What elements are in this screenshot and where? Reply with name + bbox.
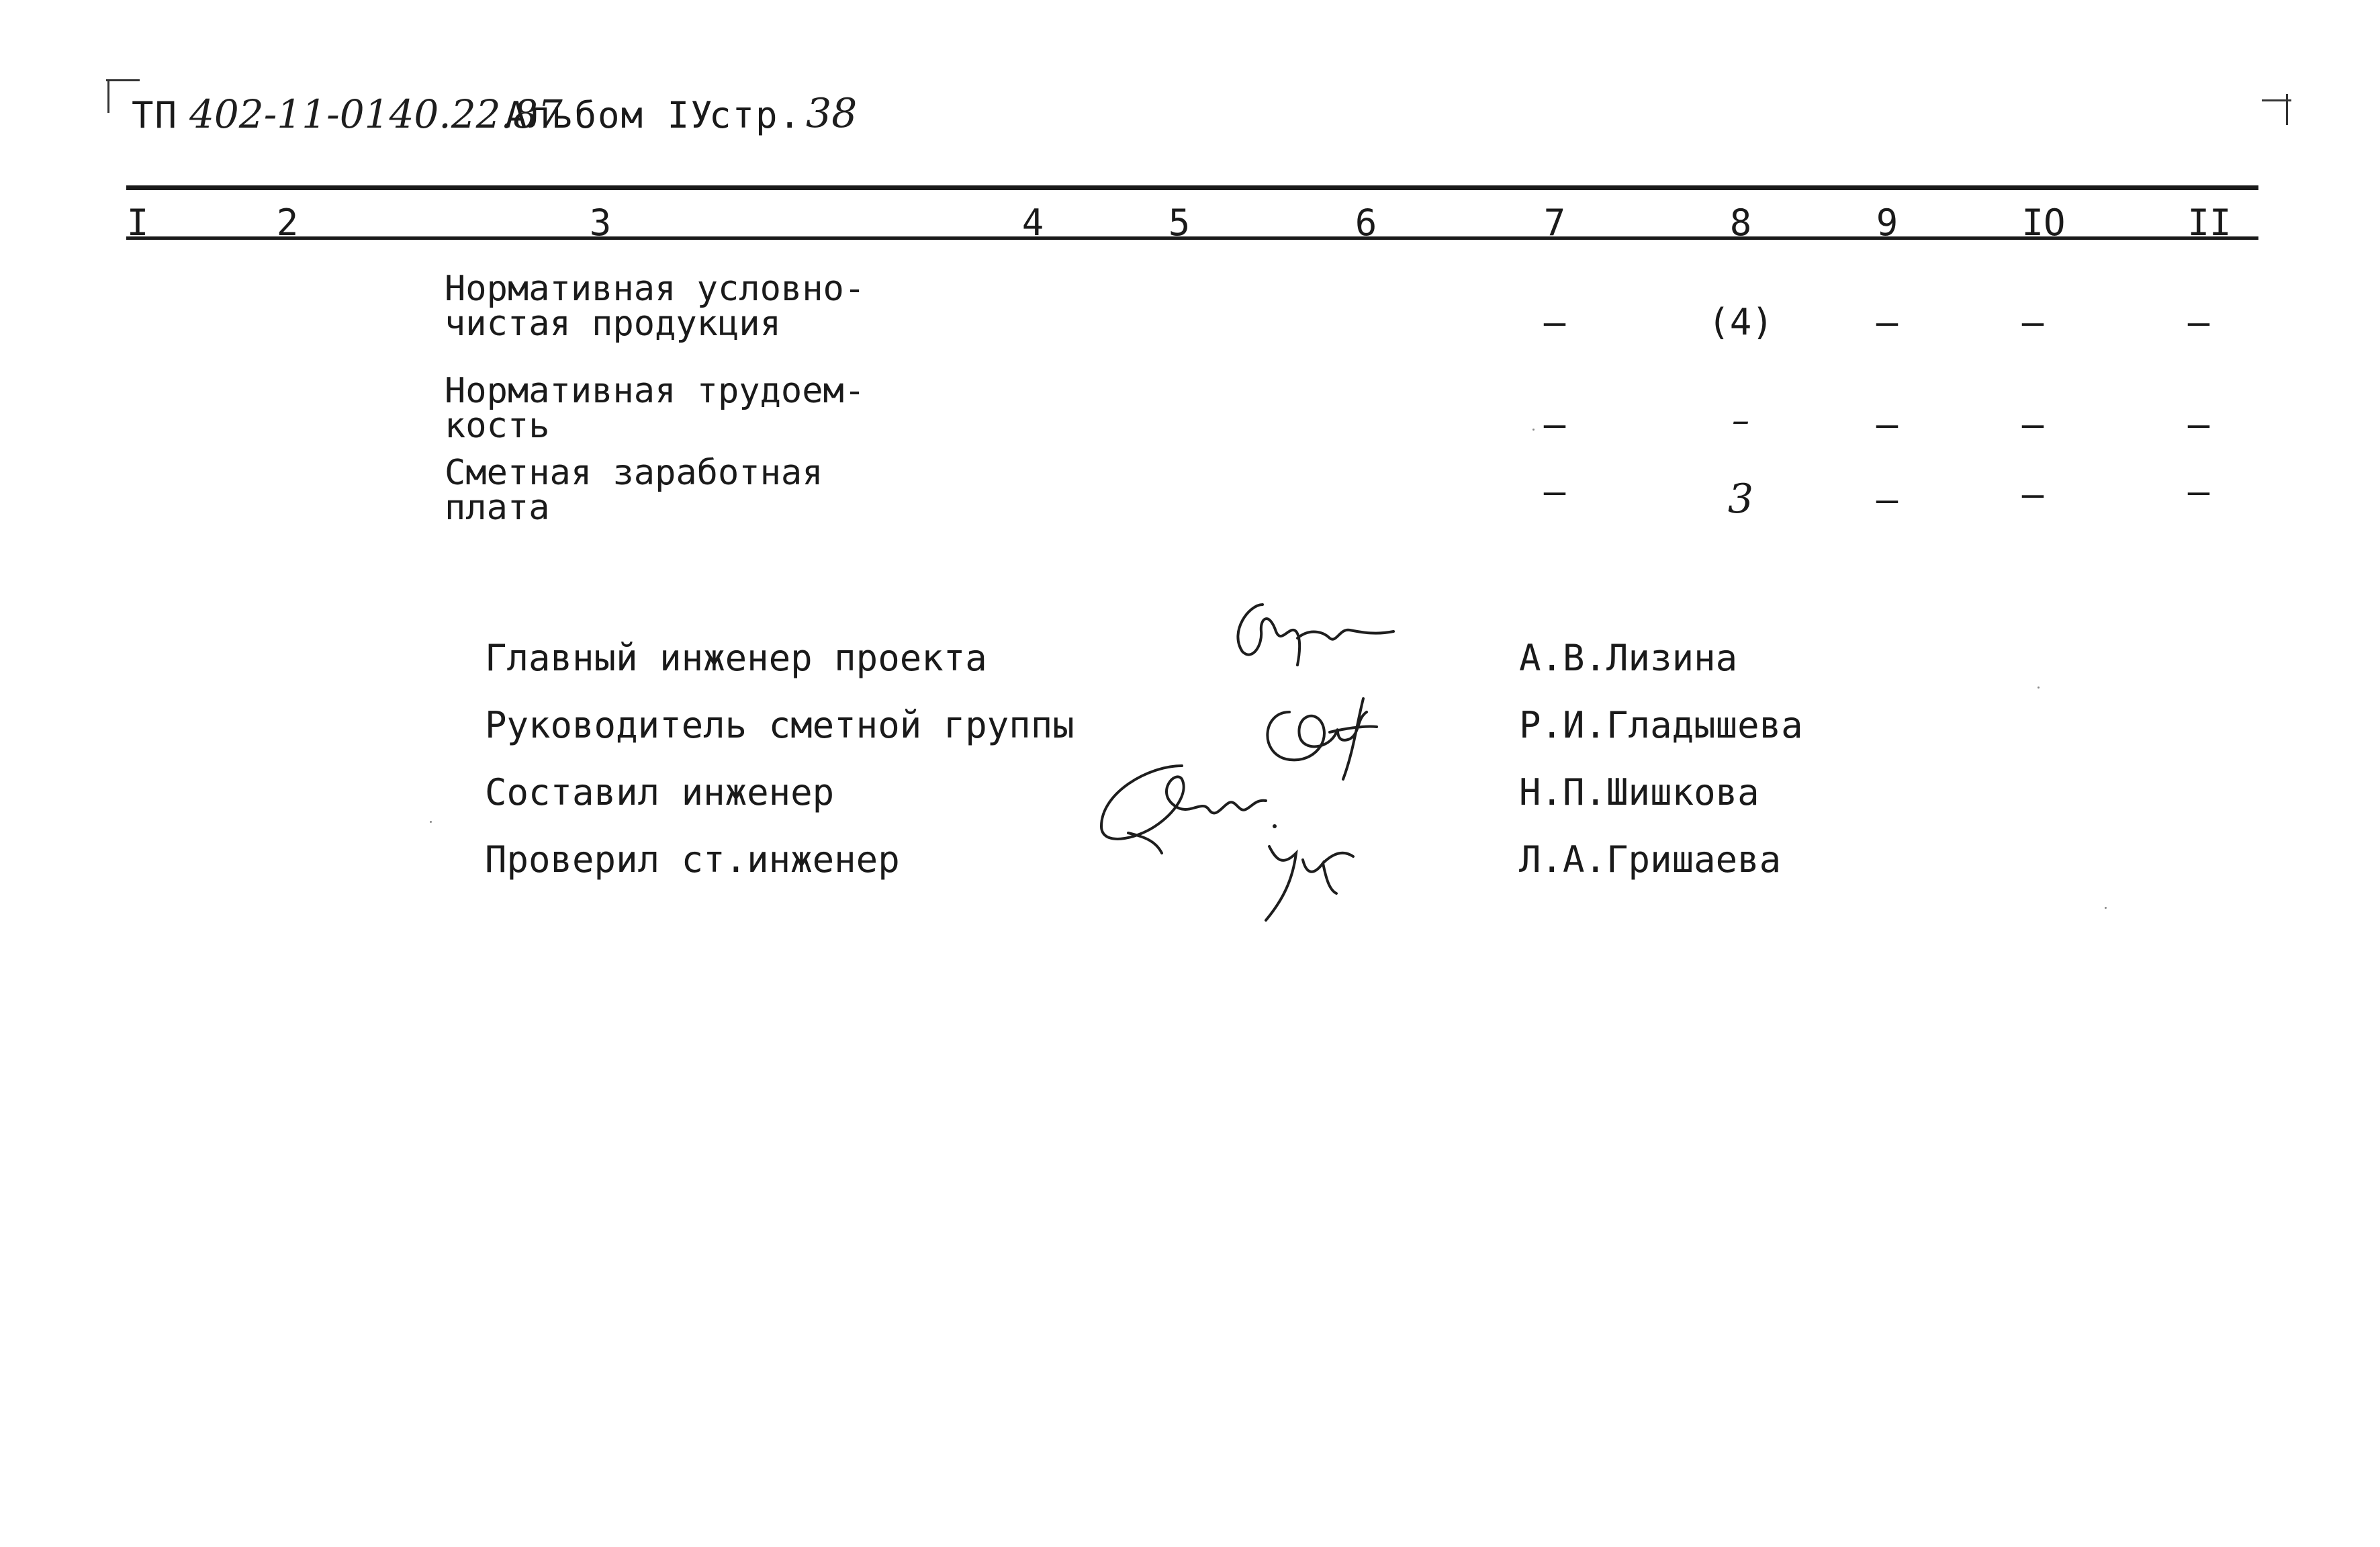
cell-col8: –: [1732, 400, 1749, 441]
signature-name: Р.И.Гладышева: [1519, 704, 1803, 746]
signature-name: А.В.Лизина: [1519, 637, 1738, 679]
row-label-line: Нормативная условно-: [445, 269, 866, 309]
signature-name: Л.А.Гришаева: [1519, 838, 1782, 881]
cell-col8: 3: [1727, 476, 1754, 523]
cell-col8: (4): [1708, 301, 1774, 343]
header-page-label: стр.: [709, 94, 803, 136]
cell-col9: –: [1876, 403, 1898, 445]
column-number: 8: [1729, 202, 1752, 244]
header-document-code: 402-11-0140.22.87: [189, 91, 563, 137]
cell-col10: –: [2021, 403, 2044, 445]
column-number: 3: [589, 202, 612, 244]
column-number: IO: [2021, 202, 2066, 244]
cell-col10: –: [2021, 473, 2044, 515]
signature-title: Руководитель сметной группы: [485, 704, 1074, 746]
header-prefix: ТП: [132, 94, 179, 136]
cell-col10: –: [2021, 301, 2044, 343]
column-number: 9: [1876, 202, 1898, 244]
column-number: 2: [276, 202, 299, 244]
corner-mark-top-right-v: [2286, 94, 2288, 125]
scan-speck: [430, 821, 432, 823]
header-album: Альбом IУ: [505, 94, 714, 136]
corner-mark-top-left-h: [106, 79, 140, 81]
column-number: 6: [1355, 202, 1377, 244]
table-top-rule: [126, 185, 2258, 190]
row-label: [445, 453, 823, 528]
scan-speck: [1532, 429, 1535, 431]
cell-col7: –: [1543, 301, 1566, 343]
column-number: I: [126, 202, 149, 244]
cell-col7: –: [1543, 470, 1566, 513]
scan-speck: [2038, 687, 2040, 689]
column-number: 5: [1168, 202, 1191, 244]
signature-title: Проверил ст.инженер: [485, 838, 900, 881]
row-label: [445, 371, 866, 446]
row-label-line: Сметная заработная: [445, 453, 823, 493]
signature-senior-engineer: [1256, 826, 1363, 927]
row-label-line: Нормативная трудоем-: [445, 371, 866, 411]
column-number: 7: [1543, 202, 1566, 244]
signature-title: Главный инженер проекта: [485, 637, 987, 679]
corner-mark-top-left-v: [107, 79, 109, 113]
table-header-bottom-rule: [126, 236, 2258, 240]
column-number: 4: [1021, 202, 1044, 244]
header-page-number: 38: [806, 90, 858, 137]
cell-col9: –: [1876, 301, 1898, 343]
cell-col11: –: [2187, 470, 2210, 513]
row-label: [445, 269, 866, 344]
signature-title: Составил инженер: [485, 771, 835, 813]
row-label-line: кость: [445, 406, 550, 446]
column-number: II: [2187, 202, 2232, 244]
scan-speck: [2105, 907, 2107, 909]
signature-chief-engineer: [1222, 591, 1404, 672]
signature-name: Н.П.Шишкова: [1519, 771, 1759, 813]
cell-col9: –: [1876, 478, 1898, 521]
cell-col11: –: [2187, 301, 2210, 343]
row-label-line: плата: [445, 488, 550, 528]
cell-col7: –: [1543, 403, 1566, 445]
cell-col11: –: [2187, 403, 2210, 445]
row-label-line: чистая продукция: [445, 304, 781, 344]
